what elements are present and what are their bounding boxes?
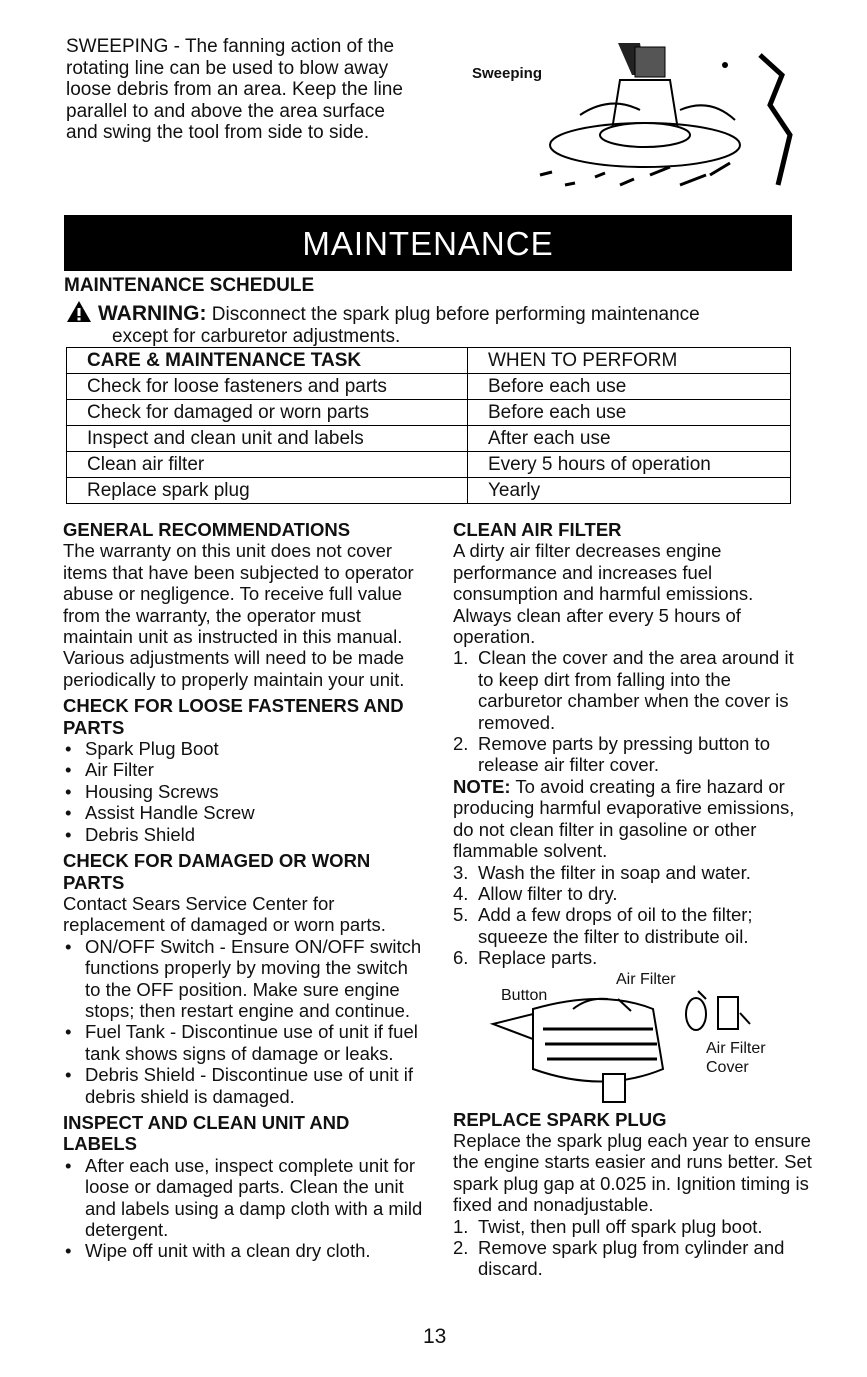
maintenance-schedule-title: MAINTENANCE SCHEDULE: [64, 275, 315, 296]
clean-air-filter-text: A dirty air filter decreases engine performance and increases fuel consumption and harmful emissions. Always clean after every 5 hours of operation.: [453, 540, 754, 648]
warning-word: WARNING:: [98, 302, 207, 325]
column-header-task: CARE & MAINTENANCE TASK: [67, 348, 468, 374]
left-column: [63, 519, 423, 1262]
air-filter-label: Air Filter: [616, 970, 676, 988]
air-filter-figure: [453, 969, 813, 1109]
table-row: [67, 426, 791, 452]
list-item: 1. Clean the cover and the area around it to keep dirt from falling into the carburetor chamber when the cover is removed.: [453, 647, 794, 733]
list-item: 3. Wash the filter in soap and water.: [453, 861, 751, 883]
table-row: [67, 374, 791, 400]
table-row: [67, 478, 791, 504]
list-item: • Spark Plug Boot: [63, 738, 423, 759]
warning-text-continued: except for carburetor adjustments.: [112, 326, 401, 347]
list-item: 6. Replace parts.: [453, 947, 598, 969]
list-item: • Wipe off unit with a clean dry cloth.: [63, 1240, 423, 1261]
when-cell: Before each use: [468, 400, 791, 426]
when-cell: Yearly: [468, 478, 791, 504]
general-recommendations-heading: GENERAL RECOMMENDATIONS: [63, 519, 351, 540]
warning-notice: [66, 300, 826, 348]
note: [453, 776, 813, 862]
list-item: 4. Allow filter to dry.: [453, 882, 618, 904]
when-cell: After each use: [468, 426, 791, 452]
loose-parts-list: [63, 738, 423, 845]
sweeping-figure-label: Sweeping: [472, 65, 543, 82]
list-item: • ON/OFF Switch - Ensure ON/OFF switch functions properly by moving the switch to the OFF position. Make sure engine stops; then restart engine and continue.: [63, 936, 423, 1022]
replace-spark-plug-heading: REPLACE SPARK PLUG: [453, 1108, 667, 1130]
task-cell: Check for damaged or worn parts: [67, 400, 468, 426]
table-row: [67, 400, 791, 426]
warning-text: Disconnect the spark plug before performing maintenance: [211, 304, 700, 325]
maintenance-banner: MAINTENANCE: [64, 215, 792, 271]
replace-spark-plug-text: Replace the spark plug each year to ensure the engine starts easier and runs better. Set spark plug gap at 0.025 in. Ignition timing is fixed and nonadjustable.: [453, 1129, 812, 1216]
maintenance-schedule-table: [66, 347, 791, 504]
list-item: • Assist Handle Screw: [63, 802, 423, 823]
inspect-list: [63, 1155, 423, 1262]
task-cell: Replace spark plug: [67, 478, 468, 504]
page-number: 13: [423, 1325, 447, 1348]
warning-icon: [66, 300, 92, 323]
clean-air-filter-heading: CLEAN AIR FILTER: [453, 519, 622, 540]
check-damaged-text: Contact Sears Service Center for replacement of damaged or worn parts.: [63, 892, 386, 936]
damaged-parts-list: [63, 936, 423, 1107]
inspect-clean-heading: INSPECT AND CLEAN UNIT AND LABELS: [63, 1111, 350, 1155]
list-item: 5. Add a few drops of oil to the filter; squeeze the filter to distribute oil.: [453, 904, 753, 947]
air-filter-cover-label: Air Filter Cover: [706, 1039, 766, 1076]
list-item: • Debris Shield - Discontinue use of unit if debris shield is damaged.: [63, 1064, 423, 1107]
button-label: Button: [501, 986, 548, 1004]
list-item: • Air Filter: [63, 759, 423, 780]
when-cell: Every 5 hours of operation: [468, 452, 791, 478]
task-cell: Clean air filter: [67, 452, 468, 478]
list-item: • Fuel Tank - Discontinue use of unit if fuel tank shows signs of damage or leaks.: [63, 1021, 423, 1064]
list-item: 2. Remove spark plug from cylinder and discard.: [453, 1236, 785, 1280]
general-recommendations-text: The warranty on this unit does not cover items that have been subjected to operator abuse or negligence. To receive full value from the warranty, the operator must maintain unit as instructed in this manual. Various adjustments will need to be made periodically to properly maintain your unit.: [63, 540, 414, 690]
list-item: • Debris Shield: [63, 824, 423, 845]
list-item: • Housing Screws: [63, 781, 423, 802]
list-item: • After each use, inspect complete unit for loose or damaged parts. Clean the unit and labels using a damp cloth with a mild detergent.: [63, 1155, 423, 1241]
table-header-row: [67, 348, 791, 374]
list-item: 2. Remove parts by pressing button to release air filter cover.: [453, 733, 771, 776]
column-header-when: WHEN TO PERFORM: [468, 348, 791, 374]
note-label: NOTE:: [453, 775, 511, 797]
note-text: To avoid creating a fire hazard or producing harmful evaporative emissions, do not clean filter in gasoline or other flammable solvent.: [453, 775, 795, 862]
task-cell: Check for loose fasteners and parts: [67, 374, 468, 400]
sweeping-illustration: [520, 35, 800, 215]
right-column: [453, 519, 813, 1280]
sweeping-text: SWEEPING - The fanning action of the rotating line can be used to blow away loose debris from an area. Keep the line parallel to and above the area surface and swing the tool from side to side.: [66, 36, 403, 143]
task-cell: Inspect and clean unit and labels: [67, 426, 468, 452]
check-loose-heading: CHECK FOR LOOSE FASTENERS AND PARTS: [63, 695, 404, 738]
list-item: 1. Twist, then pull off spark plug boot.: [453, 1215, 763, 1237]
check-damaged-heading: CHECK FOR DAMAGED OR WORN PARTS: [63, 850, 371, 893]
table-row: [67, 452, 791, 478]
when-cell: Before each use: [468, 374, 791, 400]
